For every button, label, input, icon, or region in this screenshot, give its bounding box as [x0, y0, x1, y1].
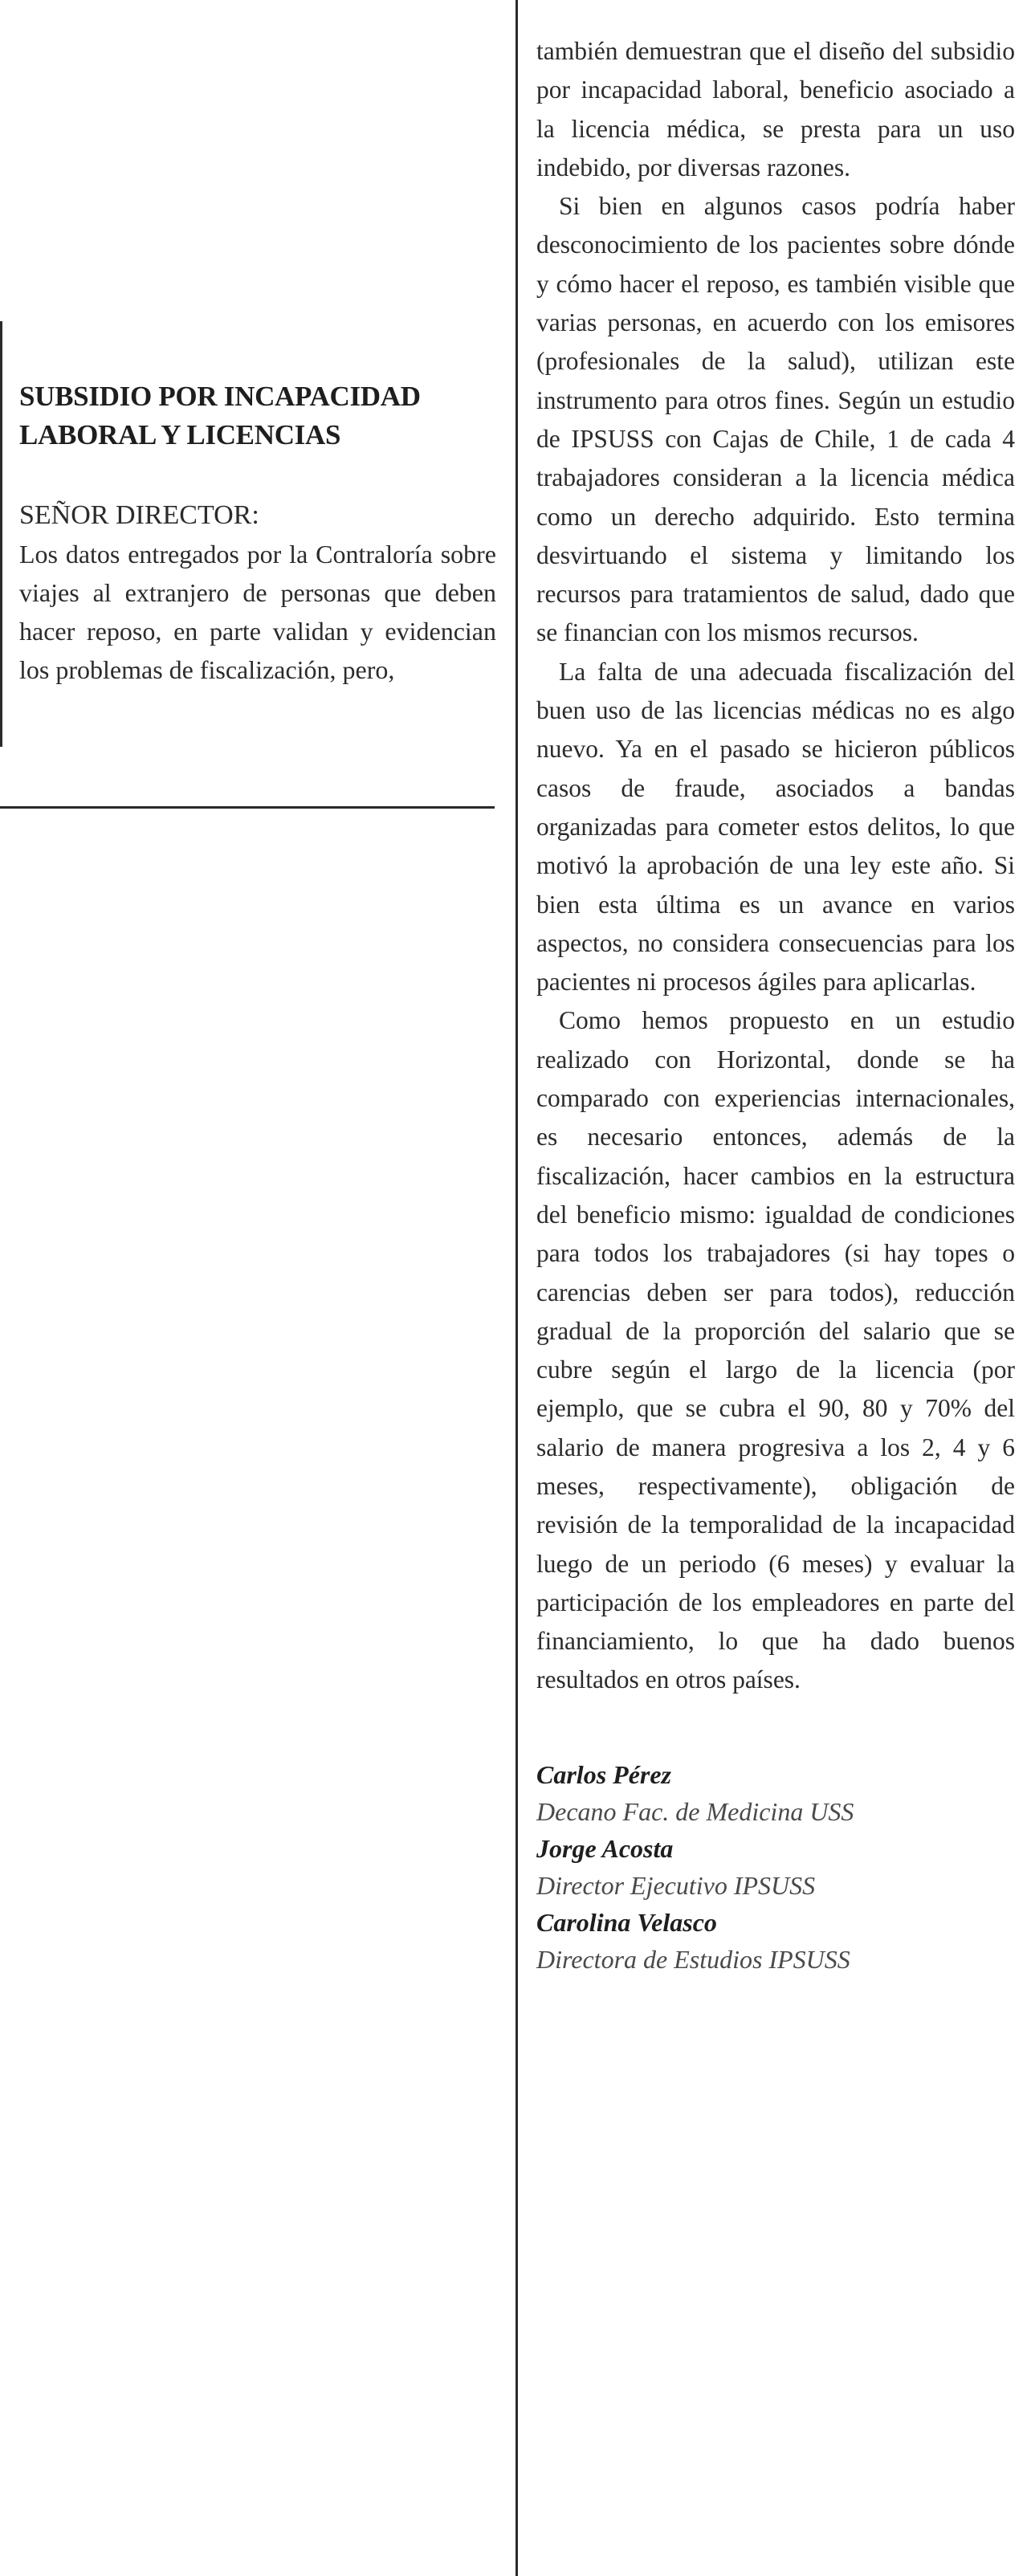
signatory-title: Directora de Estudios IPSUSS: [536, 1944, 850, 1974]
signatures-block: [536, 1756, 1015, 1978]
salutation: SEÑOR DIRECTOR:: [19, 500, 259, 530]
left-column-bottom-rule: [0, 806, 495, 809]
letter-headline: SUBSIDIO POR INCAPACIDAD LABORAL Y LICENCIAS: [19, 381, 421, 450]
letter-intro-column: [19, 377, 496, 689]
signatory-name: Carlos Pérez: [536, 1759, 671, 1789]
intro-paragraph: Los datos entregados por la Contraloría sobre viajes al extranjero de personas que deben hacer reposo, en parte validan y evidencian los problemas de fiscalización, pero,: [19, 540, 496, 684]
left-column-rule: [0, 321, 2, 747]
letter-body-column: [536, 32, 1015, 1978]
signatory-title: Decano Fac. de Medicina USS: [536, 1796, 854, 1826]
signatory-title: Director Ejecutivo IPSUSS: [536, 1870, 816, 1900]
body-paragraph: también demuestran que el diseño del subsidio por incapacidad laboral, beneficio asociado a la licencia médica, se presta para un uso indebido, por diversas razones.: [536, 37, 1015, 181]
body-paragraph: Como hemos propuesto en un estudio realizado con Horizontal, donde se ha comparado con experiencias internacionales, es necesario entonces, además de la fiscalización, hacer cambios en la estructura del beneficio mismo: igualdad de condiciones para todos los trabajadores (si hay topes o carencias deben ser para todos), reducción gradual de la proporción del salario que se cubre según el largo de la licencia (por ejemplo, que se cubra el 90, 80 y 70% del salario de manera progresiva a los 2, 4 y 6 meses, respectivamente), obligación de revisión de la temporalidad de la incapacidad luego de un periodo (6 meses) y evaluar la participación de los empleadores en parte del financiamiento, lo que ha dado buenos resultados en otros países.: [536, 1006, 1015, 1694]
body-paragraph: La falta de una adecuada fiscalización del buen uso de las licencias médicas no es algo nuevo. Ya en el pasado se hicieron públicos casos de fraude, asociados a bandas organizadas para cometer estos delitos, lo que motivó la aprobación de una ley este año. Si bien esta última es un avance en varios aspectos, no considera consecuencias para los pacientes ni procesos ágiles para aplicarlas.: [536, 657, 1015, 997]
signatory-name: Carolina Velasco: [536, 1907, 717, 1937]
column-divider: [516, 0, 518, 2576]
body-paragraph: Si bien en algunos casos podría haber desconocimiento de los pacientes sobre dónde y cómo hacer el reposo, es también visible que varias personas, en acuerdo con los emisores (profesionales de la salud), utilizan este instrumento para otros fines. Según un estudio de IPSUSS con Cajas de Chile, 1 de cada 4 trabajadores consideran a la licencia médica como un derecho adquirido. Esto termina desvirtuando el sistema y limitando los recursos para tratamientos de salud, dado que se financian con los mismos recursos.: [536, 192, 1015, 647]
signatory-name: Jorge Acosta: [536, 1833, 674, 1863]
